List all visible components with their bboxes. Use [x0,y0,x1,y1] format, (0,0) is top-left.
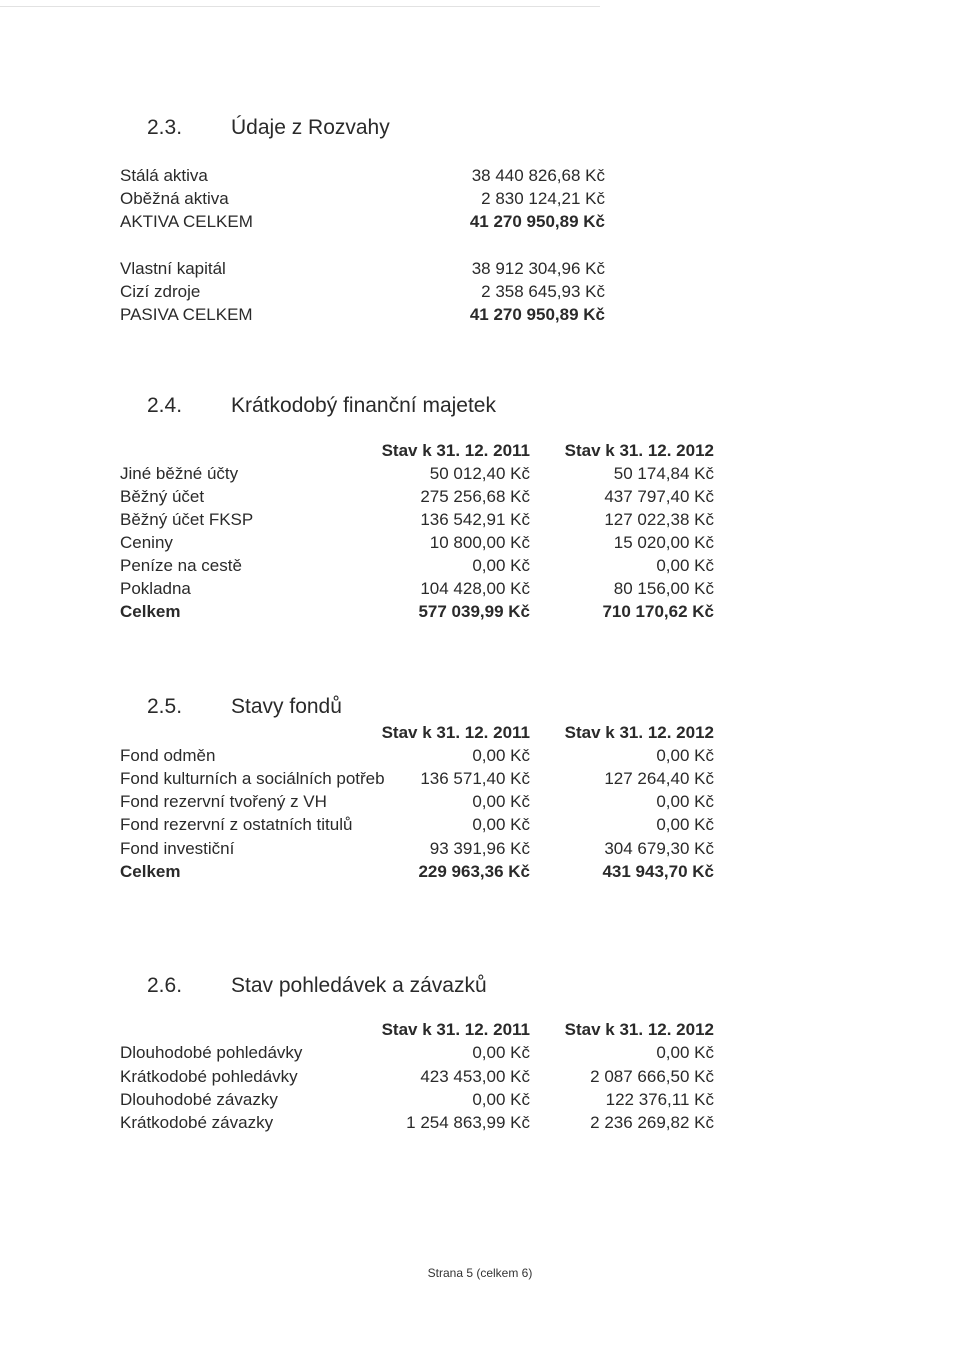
table-row [120,1088,720,1111]
value-2011: 104 428,00 Kč [420,579,530,598]
row-label: Krátkodobé pohledávky [120,1067,298,1086]
top-divider [0,6,600,7]
row-label: Fond rezervní tvořený z VH [120,792,327,811]
row-value: 38 912 304,96 Kč [471,259,605,278]
row-label: Vlastní kapitál [120,259,226,278]
table-row [120,280,720,303]
section-title: Údaje z Rozvahy [231,116,390,139]
row-value: 2 830 124,21 Kč [481,189,605,208]
value-2011: 136 542,91 Kč [420,510,530,529]
column-header-2011: Stav k 31. 12. 2011 [381,723,530,742]
table-row [120,462,720,485]
row-label: Oběžná aktiva [120,189,229,208]
table-row [120,164,720,187]
row-value: 41 270 950,89 Kč [469,305,605,324]
row-label: Cizí zdroje [120,282,201,301]
row-label: Celkem [120,862,181,881]
table-row [120,767,720,790]
table-header [120,439,720,462]
value-2012: 2 087 666,50 Kč [590,1067,714,1086]
row-label: Fond odměn [120,746,216,765]
page-footer: Strana 5 (celkem 6) [427,1266,533,1280]
value-2012: 2 236 269,82 Kč [590,1113,714,1132]
value-2011: 136 571,40 Kč [420,769,530,788]
column-header-2012: Stav k 31. 12. 2012 [564,441,714,460]
section-title: Stav pohledávek a závazků [231,974,487,997]
value-2012: 50 174,84 Kč [613,464,714,483]
value-2011: 50 012,40 Kč [429,464,530,483]
value-2012: 437 797,40 Kč [604,487,714,506]
table-row [120,744,720,767]
section-title: Stavy fondů [231,695,342,718]
value-2012: 127 264,40 Kč [604,769,714,788]
value-2011: 0,00 Kč [472,792,530,811]
table-row [120,531,720,554]
value-2011: 577 039,99 Kč [418,602,530,621]
value-2011: 0,00 Kč [472,815,530,834]
value-2012: 710 170,62 Kč [602,602,714,621]
column-header-2011: Stav k 31. 12. 2011 [381,441,530,460]
row-label: AKTIVA CELKEM [120,212,253,231]
value-2012: 0,00 Kč [656,556,714,575]
table-row-total [120,860,720,883]
value-2012: 80 156,00 Kč [613,579,714,598]
row-label: Jiné běžné účty [120,464,239,483]
value-2012: 304 679,30 Kč [604,839,714,858]
table-row [120,577,720,600]
row-value: 2 358 645,93 Kč [481,282,605,301]
section-number: 2.6. [147,974,183,997]
row-label: Ceniny [120,533,173,552]
value-2011: 275 256,68 Kč [420,487,530,506]
value-2011: 0,00 Kč [472,556,530,575]
value-2012: 0,00 Kč [656,792,714,811]
row-label: PASIVA CELKEM [120,305,253,324]
row-label: Stálá aktiva [120,166,208,185]
value-2011: 423 453,00 Kč [420,1067,530,1086]
row-label: Pokladna [120,579,191,598]
row-label: Peníze na cestě [120,556,242,575]
table-header [120,721,720,744]
table-row [120,508,720,531]
section-number: 2.5. [147,695,183,718]
value-2011: 0,00 Kč [472,746,530,765]
section-heading-rozvaha [147,114,390,142]
table-row [120,554,720,577]
table-row [120,485,720,508]
table-row [120,813,720,836]
section-title: Krátkodobý finanční majetek [231,394,496,417]
value-2011: 1 254 863,99 Kč [406,1113,530,1132]
table-row-total [120,600,720,623]
table-header [120,1018,720,1041]
value-2012: 15 020,00 Kč [613,533,714,552]
table-row [120,257,720,280]
table-row [120,1111,720,1134]
value-2012: 122 376,11 Kč [605,1090,714,1109]
section-number: 2.3. [147,116,183,139]
table-row [120,790,720,813]
table-row [120,837,720,860]
value-2012: 431 943,70 Kč [602,862,714,881]
value-2011: 229 963,36 Kč [418,862,530,881]
section-heading-majetek [147,392,496,420]
row-value: 38 440 826,68 Kč [471,166,605,185]
value-2011: 0,00 Kč [472,1043,530,1062]
table-row [120,187,720,210]
table-row-total [120,303,720,326]
column-header-2011: Stav k 31. 12. 2011 [381,1020,530,1039]
value-2011: 93 391,96 Kč [429,839,530,858]
value-2012: 0,00 Kč [656,746,714,765]
section-number: 2.4. [147,394,183,417]
section-heading-fondy [147,693,342,721]
value-2011: 0,00 Kč [472,1090,530,1109]
column-header-2012: Stav k 31. 12. 2012 [564,723,714,742]
row-label: Fond investiční [120,839,235,858]
table-row-total [120,210,720,233]
value-2012: 0,00 Kč [656,1043,714,1062]
section-heading-pohledavky [147,972,487,1000]
row-value: 41 270 950,89 Kč [469,212,605,231]
value-2011: 10 800,00 Kč [429,533,530,552]
row-label: Krátkodobé závazky [120,1113,274,1132]
column-header-2012: Stav k 31. 12. 2012 [564,1020,714,1039]
value-2012: 0,00 Kč [656,815,714,834]
table-row [120,1041,720,1064]
row-label: Dlouhodobé pohledávky [120,1043,303,1062]
row-label: Dlouhodobé závazky [120,1090,278,1109]
row-label: Fond rezervní z ostatních titulů [120,815,353,834]
row-label: Běžný účet [120,487,205,506]
row-label: Celkem [120,602,181,621]
row-label: Běžný účet FKSP [120,510,254,529]
row-label: Fond kulturních a sociálních potřeb [120,769,385,788]
value-2012: 127 022,38 Kč [604,510,714,529]
table-row [120,1065,720,1088]
